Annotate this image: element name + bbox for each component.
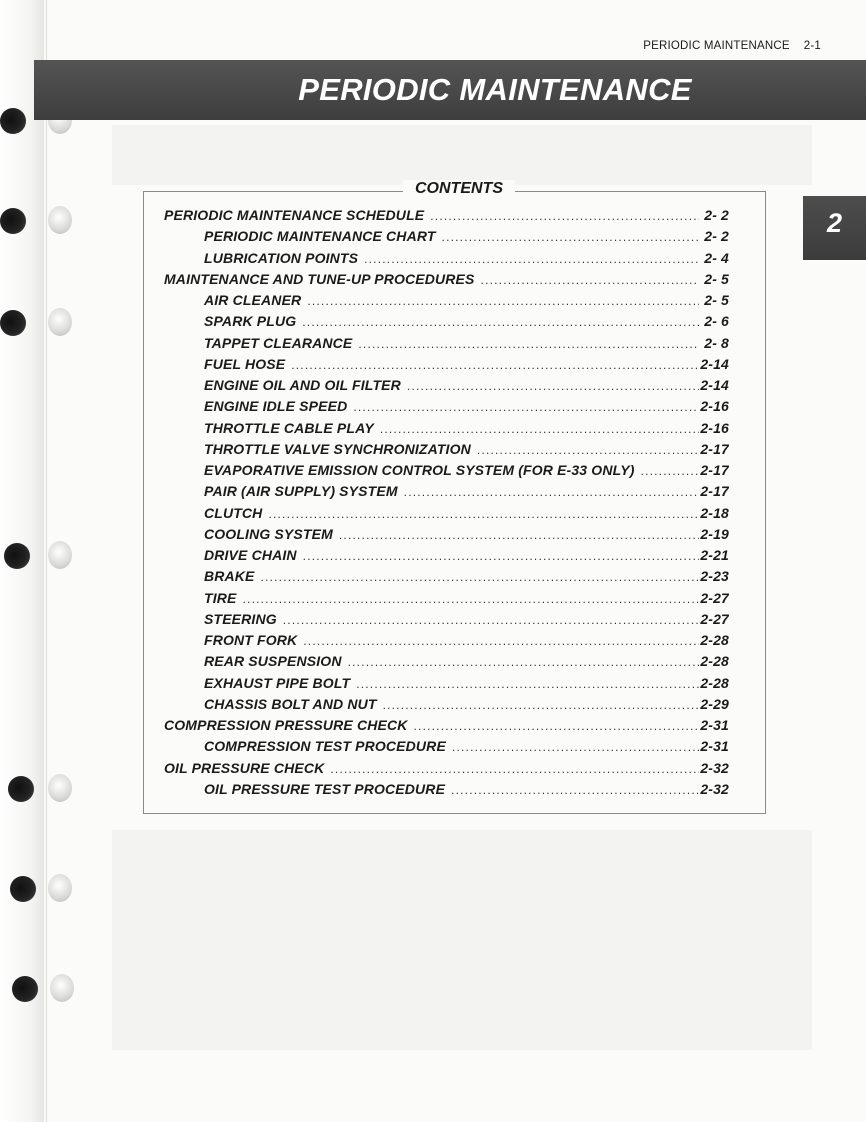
binder-hole-shadow <box>4 543 30 569</box>
toc-dot-leader <box>243 592 700 606</box>
toc-dot-leader <box>358 337 699 351</box>
toc-dot-leader <box>477 443 699 457</box>
toc-dot-leader <box>353 400 699 414</box>
toc-entry-title: LUBRICATION POINTS <box>204 249 359 266</box>
binder-hole <box>50 974 74 1002</box>
toc-entry-page: 2-32 <box>700 759 729 776</box>
toc-entry-title: THROTTLE VALVE SYNCHRONIZATION <box>204 440 471 457</box>
toc-dot-leader <box>303 549 699 563</box>
toc-entry-page: 2-18 <box>700 504 729 521</box>
chapter-tab <box>803 196 866 260</box>
toc-entry-title: ENGINE OIL AND OIL FILTER <box>204 377 401 393</box>
toc-dot-leader <box>481 273 699 287</box>
toc-subsection-entry[interactable] <box>164 250 729 271</box>
toc-section-entry[interactable] <box>164 717 729 738</box>
toc-dot-leader <box>283 613 699 627</box>
toc-entry-page: 2-19 <box>700 525 729 542</box>
toc-subsection-entry[interactable] <box>164 228 729 249</box>
toc-entry-page: 2- 5 <box>704 292 729 308</box>
toc-entry-page: 2- 4 <box>704 249 729 266</box>
toc-dot-leader <box>451 783 699 797</box>
toc-subsection-entry[interactable] <box>164 356 729 377</box>
toc-dot-leader <box>407 379 699 393</box>
toc-dot-leader <box>641 464 699 478</box>
binder-hole <box>48 774 72 802</box>
toc-entry-title: STEERING <box>204 610 277 627</box>
chapter-number: 2 <box>826 208 843 238</box>
toc-entry-page: 2-31 <box>700 738 729 755</box>
toc-subsection-entry[interactable] <box>164 547 729 568</box>
toc-dot-leader <box>261 570 699 584</box>
toc-section-entry[interactable] <box>164 760 729 781</box>
show-through-block <box>112 830 812 1050</box>
toc-subsection-entry[interactable] <box>164 675 729 696</box>
toc-subsection-entry[interactable] <box>164 335 729 356</box>
binder-hole <box>48 206 72 234</box>
running-header-section: PERIODIC MAINTENANCE <box>643 40 790 52</box>
toc-subsection-entry[interactable] <box>164 611 729 632</box>
toc-entry-title: COOLING SYSTEM <box>204 525 333 542</box>
toc-entry-title: OIL PRESSURE CHECK <box>164 759 325 776</box>
binder-fold-line <box>46 0 47 1122</box>
page-title: PERIODIC MAINTENANCE <box>298 72 692 107</box>
toc-dot-leader <box>330 762 699 776</box>
toc-dot-leader <box>339 528 699 542</box>
binder-hole-shadow <box>0 310 26 336</box>
toc-entry-page: 2- 2 <box>704 228 729 245</box>
toc-dot-leader <box>291 358 699 372</box>
toc-entry-page: 2-17 <box>700 462 729 478</box>
toc-entry-page: 2-28 <box>700 674 729 691</box>
toc-subsection-entry[interactable] <box>164 505 729 526</box>
toc-subsection-entry[interactable] <box>164 398 729 419</box>
title-banner <box>34 60 866 120</box>
toc-entry-title: SPARK PLUG <box>204 313 297 330</box>
toc-entry-title: BRAKE <box>204 568 255 585</box>
toc-entry-title: FUEL HOSE <box>204 355 286 372</box>
toc-dot-leader <box>348 655 699 669</box>
toc-subsection-entry[interactable] <box>164 568 729 589</box>
toc-entry-title: REAR SUSPENSION <box>204 653 342 670</box>
toc-entry-title: AIR CLEANER <box>204 292 302 308</box>
toc-entry-page: 2-16 <box>700 419 729 436</box>
toc-entry-title: COMPRESSION PRESSURE CHECK <box>164 717 408 733</box>
toc-subsection-entry[interactable] <box>164 313 729 334</box>
toc-section-entry[interactable] <box>164 207 729 228</box>
toc-entry-page: 2-28 <box>700 632 729 648</box>
toc-entry-title: DRIVE CHAIN <box>204 547 297 563</box>
toc-subsection-entry[interactable] <box>164 377 729 398</box>
toc-subsection-entry[interactable] <box>164 781 729 802</box>
toc-section-entry[interactable] <box>164 271 729 292</box>
toc-subsection-entry[interactable] <box>164 483 729 504</box>
toc-entry-title: PERIODIC MAINTENANCE CHART <box>204 228 436 245</box>
toc-dot-leader <box>307 294 699 308</box>
toc-subsection-entry[interactable] <box>164 526 729 547</box>
toc-subsection-entry[interactable] <box>164 632 729 653</box>
toc-subsection-entry[interactable] <box>164 738 729 759</box>
toc-entry-title: PAIR (AIR SUPPLY) SYSTEM <box>204 483 398 500</box>
toc-dot-leader <box>442 230 699 244</box>
toc-dot-leader <box>268 507 699 521</box>
show-through-block <box>112 125 812 185</box>
binder-hole-shadow <box>8 776 34 802</box>
toc-subsection-entry[interactable] <box>164 292 729 313</box>
toc-entry-page: 2- 6 <box>704 313 729 330</box>
binder-hole-shadow <box>12 976 38 1002</box>
toc-dot-leader <box>364 252 699 266</box>
toc-entry-page: 2-28 <box>700 653 729 670</box>
toc-entry-title: MAINTENANCE AND TUNE-UP PROCEDURES <box>164 270 475 287</box>
toc-entry-page: 2- 8 <box>704 334 729 351</box>
toc-dot-leader <box>303 634 699 648</box>
toc-entry-title: FRONT FORK <box>204 632 298 648</box>
toc-dot-leader <box>430 209 699 223</box>
toc-entry-title: ENGINE IDLE SPEED <box>204 398 348 415</box>
toc-entry-page: 2-23 <box>700 568 729 585</box>
toc-entry-page: 2-27 <box>700 589 729 606</box>
running-header <box>643 40 821 52</box>
binder-hole <box>48 541 72 569</box>
toc-entry-page: 2-29 <box>700 695 729 712</box>
toc-entry-title: CHASSIS BOLT AND NUT <box>204 695 377 712</box>
toc-entry-page: 2-14 <box>700 377 729 393</box>
toc-entry-page: 2-32 <box>700 780 729 797</box>
toc-subsection-entry[interactable] <box>164 462 729 483</box>
binder-hole-shadow <box>0 208 26 234</box>
toc-entry-title: COMPRESSION TEST PROCEDURE <box>204 738 446 755</box>
toc-entry-title: PERIODIC MAINTENANCE SCHEDULE <box>164 207 425 223</box>
toc-subsection-entry[interactable] <box>164 653 729 674</box>
toc-subsection-entry[interactable] <box>164 420 729 441</box>
running-header-page-number: 2-1 <box>803 40 821 52</box>
binder-hole <box>48 308 72 336</box>
toc-entry-page: 2-27 <box>700 610 729 627</box>
contents-title: CONTENTS <box>403 180 515 198</box>
toc-dot-leader <box>383 698 699 712</box>
toc-entry-page: 2-21 <box>700 547 729 563</box>
binder-hole-shadow <box>10 876 36 902</box>
toc-subsection-entry[interactable] <box>164 696 729 717</box>
toc-entry-page: 2- 5 <box>704 270 729 287</box>
toc-dot-leader <box>404 485 699 499</box>
toc-dot-leader <box>302 315 699 329</box>
toc-entry-page: 2- 2 <box>704 207 729 223</box>
toc-dot-leader <box>356 677 699 691</box>
toc-entry-page: 2-14 <box>700 355 729 372</box>
toc-entry-title: TIRE <box>204 589 237 606</box>
toc-entry-page: 2-17 <box>700 483 729 500</box>
toc-entry-page: 2-17 <box>700 440 729 457</box>
toc-dot-leader <box>414 719 700 733</box>
toc-entry-title: THROTTLE CABLE PLAY <box>204 419 374 436</box>
contents-list <box>164 207 729 802</box>
toc-entry-page: 2-31 <box>700 717 729 733</box>
toc-entry-title: EVAPORATIVE EMISSION CONTROL SYSTEM (FOR E-33 ONLY) <box>204 462 635 478</box>
toc-entry-title: TAPPET CLEARANCE <box>204 334 353 351</box>
binder-hole-shadow <box>0 108 26 134</box>
toc-subsection-entry[interactable] <box>164 590 729 611</box>
toc-entry-title: CLUTCH <box>204 504 263 521</box>
toc-subsection-entry[interactable] <box>164 441 729 462</box>
toc-entry-title: EXHAUST PIPE BOLT <box>204 674 351 691</box>
toc-dot-leader <box>380 422 699 436</box>
toc-entry-page: 2-16 <box>700 398 729 415</box>
toc-dot-leader <box>452 740 699 754</box>
binder-hole <box>48 874 72 902</box>
toc-entry-title: OIL PRESSURE TEST PROCEDURE <box>204 780 446 797</box>
